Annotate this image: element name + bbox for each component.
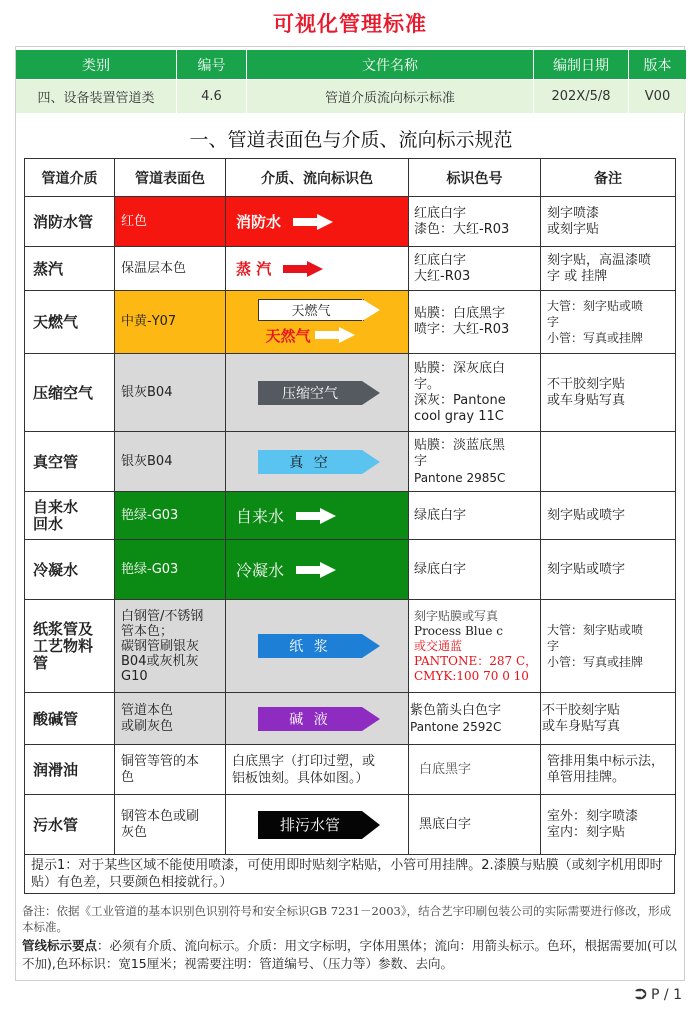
arrow-right-icon xyxy=(362,634,380,658)
surface-line: 色 xyxy=(121,769,135,785)
note-cell xyxy=(541,197,676,247)
page-navigate-icon[interactable]: ⮊ xyxy=(635,985,647,1003)
code-line: 刻字贴膜或写真 xyxy=(414,608,499,623)
code-line: 红底白字 xyxy=(414,252,467,268)
label-cell xyxy=(226,540,409,600)
col-header-code: 标识色号 xyxy=(409,159,541,197)
note-line: 室内：刻字贴 xyxy=(547,824,626,840)
label-text: 蒸 汽 xyxy=(236,260,272,278)
note-cell xyxy=(541,745,676,795)
medium-cell: 天燃气 xyxy=(25,291,115,354)
note-line: 或刻字贴 xyxy=(547,221,600,237)
arrow-right-icon xyxy=(296,508,336,524)
note-line: 字 xyxy=(547,639,560,653)
note-line: 小管：写真或挂牌 xyxy=(547,655,644,669)
table-row xyxy=(25,247,676,291)
label-line: 白底黑字（打印过塑，或 xyxy=(232,753,376,769)
page-title: 可视化管理标准 xyxy=(273,12,427,36)
medium-cell xyxy=(25,492,115,540)
surface-line: 管道本色 xyxy=(121,702,174,718)
label-cell xyxy=(226,432,409,492)
table-header-row xyxy=(25,159,676,197)
surface-line: 碳钢管刷银灰 xyxy=(121,638,200,654)
label-cell xyxy=(226,354,409,432)
label-text: 纸 浆 xyxy=(289,639,331,655)
label-text: 真 空 xyxy=(289,454,331,471)
note-line: 大管：刻字贴或喷 xyxy=(547,623,644,637)
arrow-right-icon xyxy=(362,299,380,321)
code-line: Process Blue c xyxy=(414,623,504,638)
code-line: 贴膜：深灰底白 xyxy=(414,360,506,376)
surface-color-cell: 保温层本色 xyxy=(115,247,226,291)
code-line: 漆色：大红-R03 xyxy=(414,221,510,237)
header-values xyxy=(16,80,686,113)
label-cell xyxy=(226,492,409,540)
table-row xyxy=(25,745,676,795)
surface-line: 或刷灰色 xyxy=(121,718,174,734)
key-points xyxy=(22,937,682,973)
code-line: 绿底白字 xyxy=(414,507,467,523)
code-line: 贴膜：淡蓝底黑 xyxy=(414,437,506,453)
header-category-label: 类别 xyxy=(16,50,177,79)
code-cell xyxy=(409,540,541,600)
pager xyxy=(635,985,682,1003)
note-line: 不干胶刻字贴 xyxy=(542,702,621,718)
surface-line: G10 xyxy=(121,668,148,684)
medium-cell: 润滑油 xyxy=(25,745,115,795)
col-header-medium: 管道介质 xyxy=(25,159,115,197)
note-line: 刻字贴或喷字 xyxy=(547,507,626,523)
gas-white-tag xyxy=(258,299,364,321)
document-sheet xyxy=(15,46,685,981)
code-cell xyxy=(409,795,541,855)
surface-line: 钢管本色或刷 xyxy=(121,808,200,824)
surface-color-cell: 红色 xyxy=(115,197,226,247)
surface-color-cell: 艳绿-G03 xyxy=(115,540,226,600)
code-cell xyxy=(409,291,541,354)
note-line: 字 xyxy=(547,315,560,329)
note-cell xyxy=(541,354,676,432)
header-version-value: V00 xyxy=(644,89,671,104)
surface-color-cell: 艳绿-G03 xyxy=(115,492,226,540)
medium-cell: 蒸汽 xyxy=(25,247,115,291)
label-cell xyxy=(226,197,409,247)
note-line: 管排用集中标示法， xyxy=(547,753,665,769)
arrow-right-icon xyxy=(283,261,323,277)
note-cell xyxy=(541,247,676,291)
code-line: 绿底白字 xyxy=(414,561,467,577)
note-cell xyxy=(541,291,676,354)
code-line: 红底白字 xyxy=(414,205,467,221)
header-filename-value: 管道介质流向标示标准 xyxy=(247,80,534,113)
remark-text: 备注：依据《工业管道的基本识别色识别符号和安全标识GB 7231－2003》，结合艺宇印刷包装公司的实际需要进行修改，形成本标准。 xyxy=(22,904,672,934)
code-line: cool gray 11C xyxy=(414,408,504,424)
medium-text: 自来水 回水 xyxy=(33,497,79,533)
medium-cell: 冷凝水 xyxy=(25,540,115,600)
section-title: 一、管道表面色与介质、流向标示规范 xyxy=(189,129,513,151)
code-cell xyxy=(409,492,541,540)
note-cell xyxy=(541,492,676,540)
note-line: 刻字喷漆 xyxy=(547,205,600,221)
code-line: 白底黑字 xyxy=(419,761,472,777)
air-tag xyxy=(258,381,362,405)
code-cell xyxy=(409,247,541,291)
table-row xyxy=(25,600,676,693)
code-line: 喷字：大红-R03 xyxy=(414,322,510,337)
medium-cell: 污水管 xyxy=(25,795,115,855)
header-date-label: 编制日期 xyxy=(534,50,629,79)
label-text: 排污水管 xyxy=(279,816,340,834)
surface-color-cell xyxy=(115,745,226,795)
surface-color-cell xyxy=(115,795,226,855)
code-line: 字 xyxy=(414,453,428,469)
table-row xyxy=(25,354,676,432)
note-line: 小管：写真或挂牌 xyxy=(547,331,644,345)
table-row xyxy=(25,492,676,540)
header-date-value: 202X/5/8 xyxy=(534,80,629,113)
label-text: 冷凝水 xyxy=(236,561,285,580)
label-line: 铝板蚀刻。具体如图。） xyxy=(232,770,369,786)
code-cell xyxy=(409,432,541,492)
code-line: 深灰：Pantone xyxy=(414,392,506,408)
label-text: 消防水 xyxy=(236,213,282,231)
label-text: 天然气 xyxy=(265,326,311,345)
code-line: 或交通蓝 xyxy=(414,638,463,653)
col-header-surface: 管道表面色 xyxy=(115,159,226,197)
code-cell xyxy=(409,600,541,693)
pulp-tag xyxy=(258,634,362,658)
surface-line: 白钢管/不锈钢 xyxy=(121,608,204,624)
medium-text: 纸浆管及 工艺物料 管 xyxy=(33,619,94,672)
note-line: 不干胶刻字贴 xyxy=(547,376,626,392)
label-text: 碱 液 xyxy=(289,711,331,728)
arrow-right-icon xyxy=(362,450,380,474)
note-line: 或车身贴写真 xyxy=(542,718,621,734)
header-number-label: 编号 xyxy=(177,50,247,79)
note-line: 室外：刻字喷漆 xyxy=(547,808,639,824)
label-text: 天燃气 xyxy=(291,304,331,319)
medium-cell: 压缩空气 xyxy=(25,354,115,432)
arrow-right-icon xyxy=(293,214,333,230)
label-cell xyxy=(226,745,409,795)
surface-line: B04或灰机灰 xyxy=(121,653,199,669)
table-row xyxy=(25,795,676,855)
medium-cell: 真空管 xyxy=(25,432,115,492)
table-row xyxy=(25,197,676,247)
code-line: Pantone 2592C xyxy=(410,719,502,734)
code-line: 紫色箭头白色字 xyxy=(410,702,502,718)
label-cell xyxy=(226,795,409,855)
table-row xyxy=(25,432,676,492)
label-text: 压缩空气 xyxy=(282,385,338,402)
table-row xyxy=(25,291,676,354)
surface-color-cell xyxy=(115,693,226,745)
surface-line: 灰色 xyxy=(121,824,148,840)
header-number-value: 4.6 xyxy=(177,80,247,113)
pipe-standard-table xyxy=(24,158,676,855)
header-labels xyxy=(16,50,686,79)
label-cell xyxy=(226,693,409,745)
arrow-right-icon xyxy=(296,562,336,578)
key-points-title: 管线标示要点 xyxy=(22,938,98,953)
surface-color-cell: 银灰B04 xyxy=(115,354,226,432)
col-header-label: 介质、流向标识色 xyxy=(226,159,409,197)
medium-cell: 消防水管 xyxy=(25,197,115,247)
note-cell xyxy=(541,540,676,600)
code-line: Pantone 2985C xyxy=(414,470,506,485)
code-cell xyxy=(409,745,541,795)
label-cell xyxy=(226,600,409,693)
vacuum-tag xyxy=(258,450,362,474)
header-version-label: 版本 xyxy=(643,57,672,74)
code-line: PANTONE：287 C， xyxy=(414,653,538,668)
label-cell xyxy=(226,247,409,291)
note-line: 或车身贴写真 xyxy=(547,392,626,408)
surface-color-cell: 银灰B04 xyxy=(115,432,226,492)
surface-line: 铜管等管的本 xyxy=(121,753,200,769)
note-line: 刻字贴或喷字 xyxy=(547,561,626,577)
note-cell xyxy=(541,693,676,745)
surface-line: 管本色； xyxy=(121,623,174,639)
medium-cell: 酸碱管 xyxy=(25,693,115,745)
arrow-right-icon xyxy=(362,381,380,405)
table-row xyxy=(25,693,676,745)
arrow-right-icon xyxy=(362,707,380,731)
arrow-right-icon xyxy=(315,327,355,343)
note-cell xyxy=(541,432,676,492)
note-line: 刻字贴，高温漆喷 xyxy=(547,252,652,268)
col-header-note: 备注 xyxy=(541,159,676,197)
code-cell xyxy=(409,197,541,247)
code-line: 黑底白字 xyxy=(419,816,472,832)
code-line: 大红-R03 xyxy=(414,268,471,284)
code-cell xyxy=(409,693,541,745)
page-indicator: P / 1 xyxy=(651,987,682,1003)
code-line: 字。 xyxy=(414,376,441,392)
table-row xyxy=(25,540,676,600)
medium-cell xyxy=(25,600,115,693)
label-text: 自来水 xyxy=(236,507,285,526)
surface-color-cell: 中黄-Y07 xyxy=(115,291,226,354)
note-cell xyxy=(541,795,676,855)
label-cell xyxy=(226,291,409,354)
code-line: 贴膜：白底黑字 xyxy=(414,306,506,321)
alkali-tag xyxy=(258,707,362,731)
note-cell xyxy=(541,600,676,693)
code-cell xyxy=(409,354,541,432)
note-line: 单管用挂牌。 xyxy=(547,769,626,785)
arrow-right-icon xyxy=(362,811,380,839)
key-points-text: ：必须有介质、流向标示。介质：用文字标明，字体用黑体；流向：用箭头标示。色环，根据需要加(可以不加),色环标识：宽15厘米；视需要注明：管道编号、（压力等）参数、去向。 xyxy=(22,938,677,971)
note-line: 字 或 挂牌 xyxy=(547,268,608,284)
header-filename-label: 文件名称 xyxy=(247,50,534,79)
hint-text: 提示1：对于某些区域不能使用喷漆，可使用即时贴刻字粘贴，小管可用挂牌。2.漆膜与贴膜（或刻字机用即时贴）有色差，只要颜色相接就行。） xyxy=(24,855,675,894)
surface-color-cell xyxy=(115,600,226,693)
sewage-tag xyxy=(258,811,362,839)
note-line: 大管：刻字贴或喷 xyxy=(547,299,644,313)
code-line: CMYK:100 70 0 10 xyxy=(414,668,529,683)
header-category-value: 四、设备装置管道类 xyxy=(16,80,177,113)
